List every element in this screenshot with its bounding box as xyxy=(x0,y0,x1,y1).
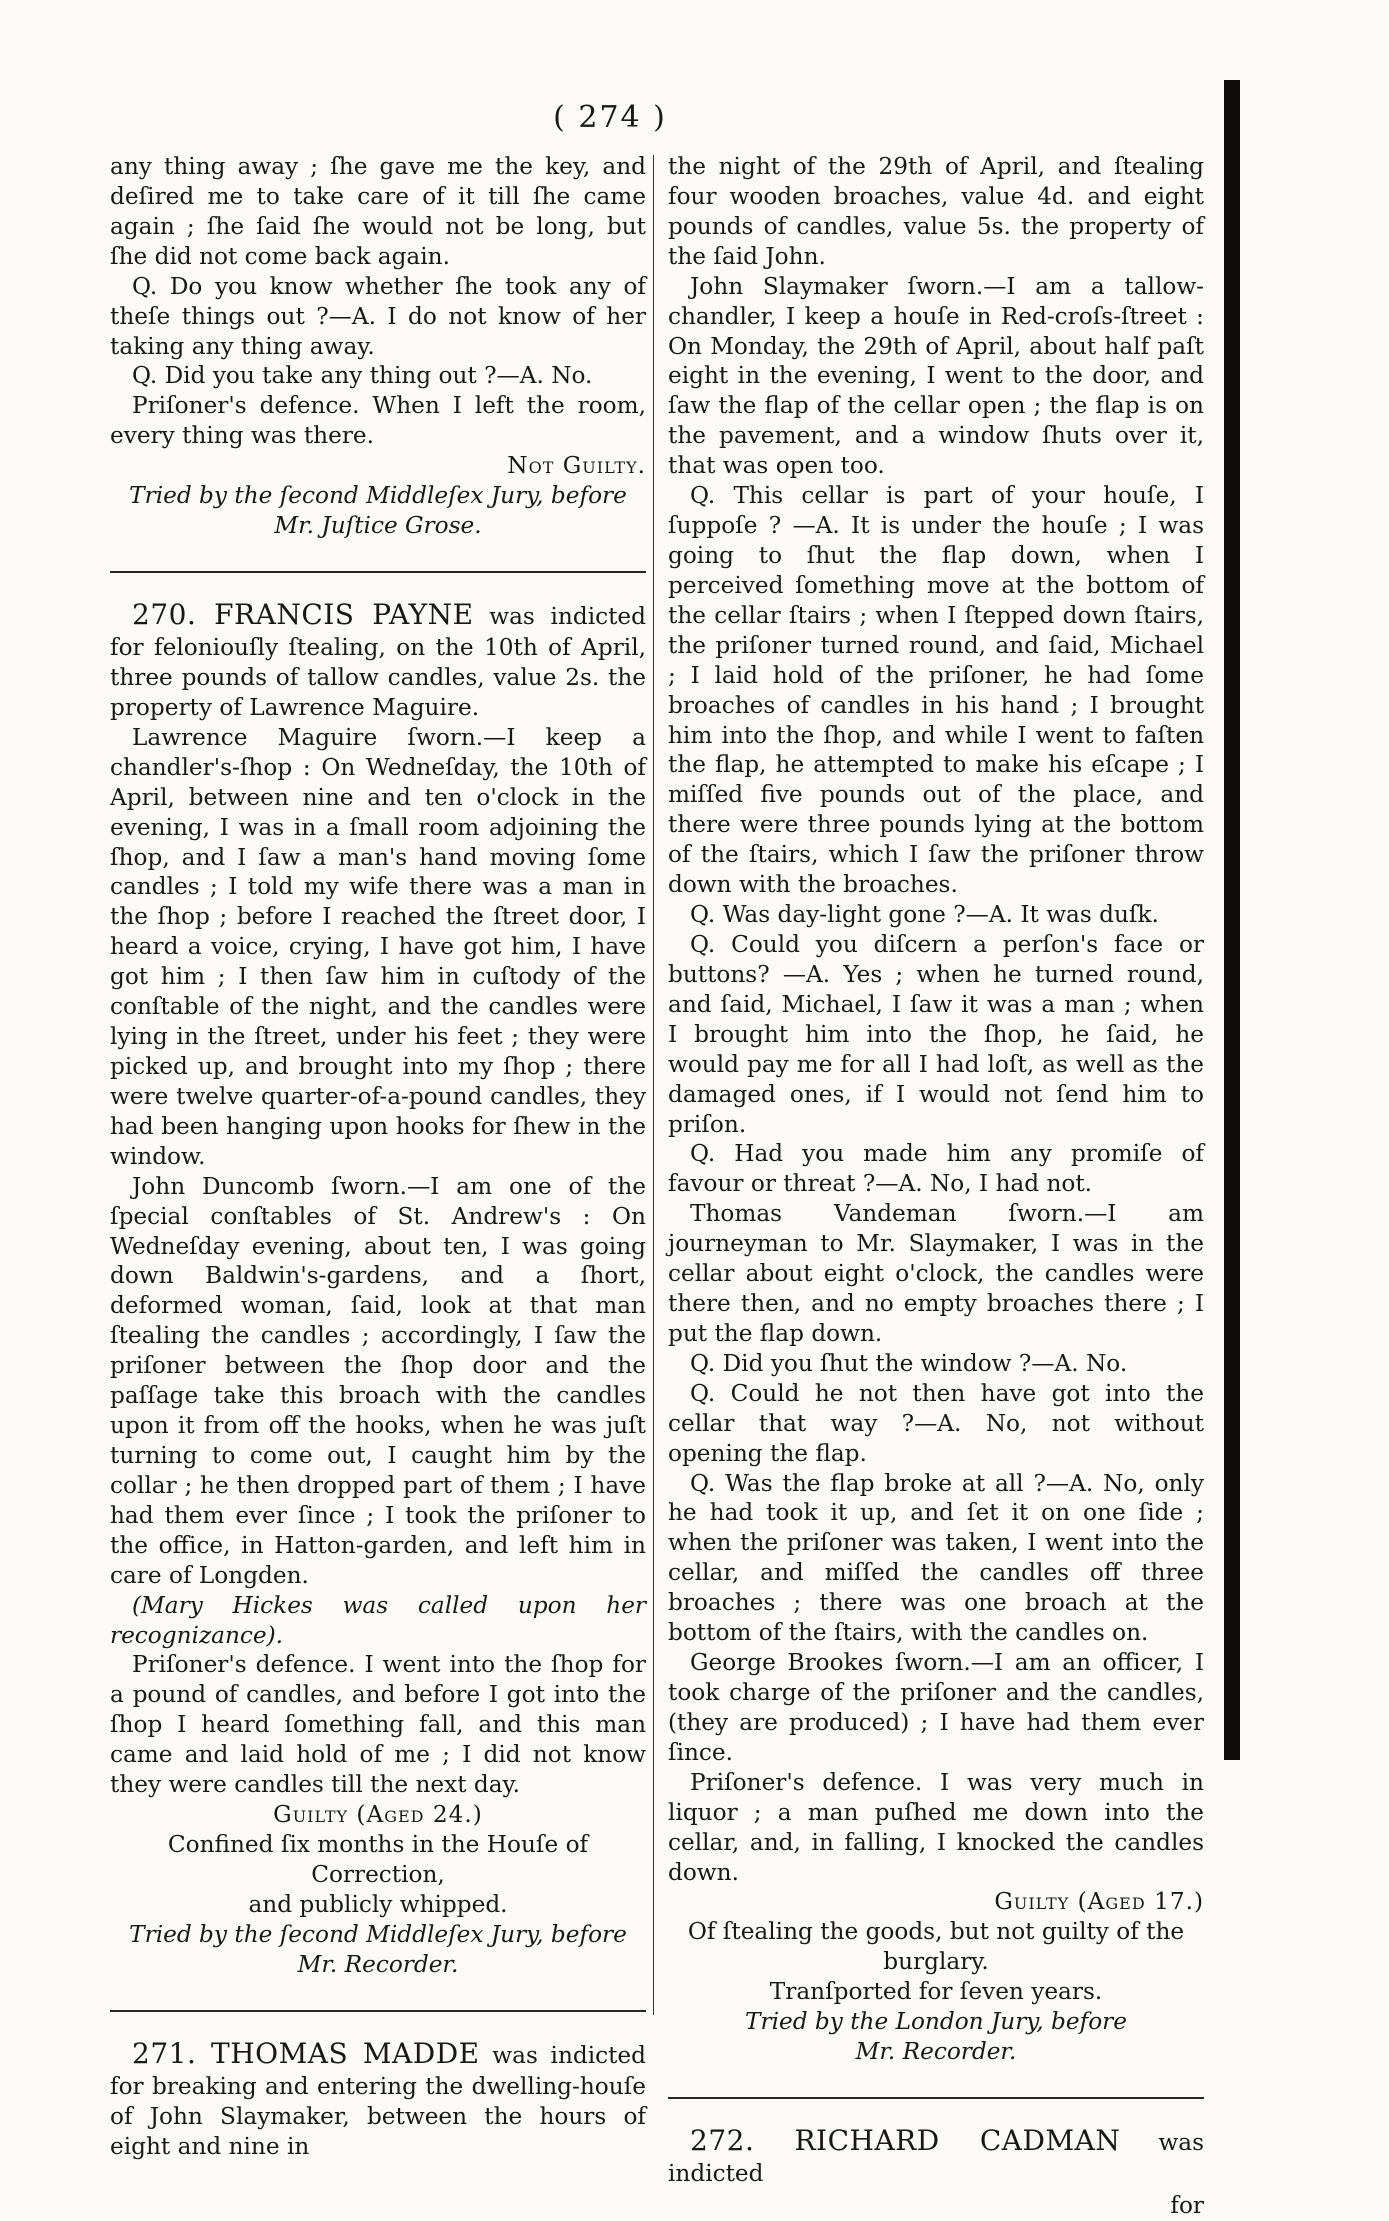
question: Q. Could he not then have got into the cellar that way ?—A. No, not without opening the flap. xyxy=(668,1379,1204,1467)
testimony-vandeman: Thomas Vandeman ſworn.—I am journeyman to Mr. Slaymaker, I was in the cellar about eight o'clock, the candles were there then, and no empty broaches there ; I put the flap down. xyxy=(668,1200,1204,1347)
catchword: for xyxy=(1170,2192,1204,2220)
case-separator xyxy=(668,2097,1204,2099)
testimony-slaymaker: John Slaymaker ſworn.—I am a tallow-chandler, I keep a houſe in Red-croſs-ſtreet : On Monday, the 29th of April, about half paſt eight in the evening, I went to the door, and ſaw the flap of the cellar open ; the flap is on the pavement, and a window ſhuts over it, that was open too. xyxy=(668,272,1204,480)
verdict: Not Guilty. xyxy=(507,452,646,480)
paragraph: any thing away ; ſhe gave me the key, and deſired me to take care of it till ſhe came again ; ſhe ſaid ſhe would not be long, but ſhe did not come back again. xyxy=(110,153,646,270)
tried-by-judge: Mr. Recorder. xyxy=(297,1950,459,1978)
sentence: and publicly whipped. xyxy=(248,1890,508,1918)
case-270 xyxy=(110,597,646,723)
page-edge-shadow xyxy=(1224,80,1240,1760)
right-column xyxy=(668,152,1204,2221)
verdict-note: burglary. xyxy=(883,1948,989,1976)
case-text: was indicted for breaking and entering the dwelling-houſe of John Slaymaker, between the hours of eight and nine in xyxy=(110,2041,647,2160)
testimony-duncomb: John Duncomb ſworn.—I am one of the ſpecial conſtables of St. Andrew's : On Wedneſday evening, about ten, I was going down Baldwin's-gardens, and a ſhort, deformed woman, ſaid, look at that man ſtealing the candles ; accordingly, I ſaw the priſoner between the ſhop door and the paſſage take this broach with the candles upon it from off the hooks, when he was juſt turning to come out, I caught him by the collar ; he then dropped part of them ; I have had them ever ſince ; I took the priſoner to the office, in Hatton-garden, and left him in care of Longden. xyxy=(110,1172,646,1589)
case-272 xyxy=(668,2123,1204,2189)
case-heading: 272. RICHARD CADMAN xyxy=(690,2124,1121,2157)
question: Q. This cellar is part of your houſe, I ſuppoſe ? —A. It is under the houſe ; I was going to ſhut the flap down, when I perceived ſomething move at the bottom of the cellar ſtairs ; when I ſtepped down ſtairs, the priſoner turned round, and ſaid, Michael ; I laid hold of the priſoner, he had ſome broaches of candles in his hand ; I brought him into the ſhop, and while I went to faſten the flap, he attempted to make his eſcape ; I miſſed five pounds out of the place, and there were three pounds lying at the bottom of the ſtairs, which I ſaw the priſoner throw down with the broaches. xyxy=(668,482,1204,899)
case-text: was indicted xyxy=(668,2129,1205,2188)
testimony-maguire: Lawrence Maguire ſworn.—I keep a chandler's-ſhop : On Wedneſday, the 10th of April, between nine and ten o'clock in the evening, I was in a ſmall room adjoining the ſhop, and I ſaw a man's hand moving ſome candles ; I told my wife there was a man in the ſhop ; before I reached the ſtreet door, I heard a voice, crying, I have got him, I have got him ; I then ſaw him in cuſtody of the conſtable of the night, and the candles were lying in the ſtreet, under his feet ; they were picked up, and brought into my ſhop ; there were twelve quarter-of-a-pound candles, they had been hanging upon hooks for ſhew in the window. xyxy=(110,723,646,1170)
question: Q. Did you take any thing out ?—A. No. xyxy=(132,362,593,390)
defence: Priſoner's defence. I went into the ſhop for a pound of candles, and before I got into the ſhop I heard ſomething fall, and this man came and laid hold of me ; I did not know they were candles till the next day. xyxy=(110,1651,646,1799)
tried-by-line: Tried by the ſecond Middleſex Jury, before xyxy=(129,482,627,510)
defence: Priſoner's defence. I was very much in liquor ; a man puſhed me down into the cellar, and, in falling, I knocked the candles down. xyxy=(668,1768,1204,1886)
tried-by-judge: Mr. Juſtice Grose. xyxy=(274,512,482,540)
question: Q. Do you know whether ſhe took any of theſe things out ?—A. I do not know of her taking any thing away. xyxy=(110,272,646,360)
verdict: Guilty (Aged 24.) xyxy=(273,1801,483,1829)
tried-by-line: Tried by the ſecond Middleſex Jury, before xyxy=(129,1920,627,1948)
case-separator xyxy=(110,2010,646,2012)
column-divider xyxy=(653,155,654,2015)
paragraph: the night of the 29th of April, and ſtealing four wooden broaches, value 4d. and eight pounds of candles, value 5s. the property of the ſaid John. xyxy=(668,153,1204,270)
case-heading: 271. THOMAS MADDE xyxy=(132,2036,480,2070)
tried-by-judge: Mr. Recorder. xyxy=(855,2038,1017,2066)
case-separator xyxy=(110,571,646,573)
question: Q. Did you ſhut the window ?—A. No. xyxy=(690,1349,1128,1377)
testimony-brookes: George Brookes ſworn.—I am an officer, I took charge of the priſoner and the candles, (they are produced) ; I have had them ever ſince. xyxy=(668,1649,1204,1766)
case-heading: 270. FRANCIS PAYNE xyxy=(132,597,474,631)
question: Q. Was day-light gone ?—A. It was duſk. xyxy=(690,901,1159,929)
question: Q. Had you made him any promiſe of favour or threat ?—A. No, I had not. xyxy=(668,1140,1204,1198)
sentence: Confined ſix months in the Houſe of Correction, xyxy=(167,1830,589,1888)
left-column xyxy=(110,152,646,2161)
question: Q. Could you diſcern a perſon's face or buttons? —A. Yes ; when he turned round, and ſaid, Michael, I ſaw it was a man ; when I brought him into the ſhop, he ſaid, he would pay me for all I had loſt, as well as the damaged ones, if I would not ſend him to priſon. xyxy=(668,930,1204,1138)
sentence: Tranſported for ſeven years. xyxy=(769,1978,1103,2006)
tried-by-line: Tried by the London Jury, before xyxy=(745,2008,1127,2036)
page-number: ( 274 ) xyxy=(553,100,667,135)
question: Q. Was the flap broke at all ?—A. No, only he had took it up, and ſet it on one ſide ; when the priſoner was taken, I went into the cellar, and miſſed the candles off three broaches ; there was one broach at the bottom of the ſtairs, with the candles on. xyxy=(668,1469,1204,1647)
verdict-note: Of ſtealing the goods, but not guilty of the xyxy=(687,1918,1185,1946)
recognizance-note: (Mary Hickes was called upon her recognizance). xyxy=(110,1591,646,1649)
case-271 xyxy=(110,2036,646,2162)
defence: Priſoner's defence. When I left the room, every thing was there. xyxy=(110,392,646,450)
verdict: Guilty (Aged 17.) xyxy=(994,1888,1204,1916)
case-text: was indicted for feloniouſly ſtealing, on the 10th of April, three pounds of tallow candles, value 2s. the property of Lawrence Maguire. xyxy=(110,602,646,721)
